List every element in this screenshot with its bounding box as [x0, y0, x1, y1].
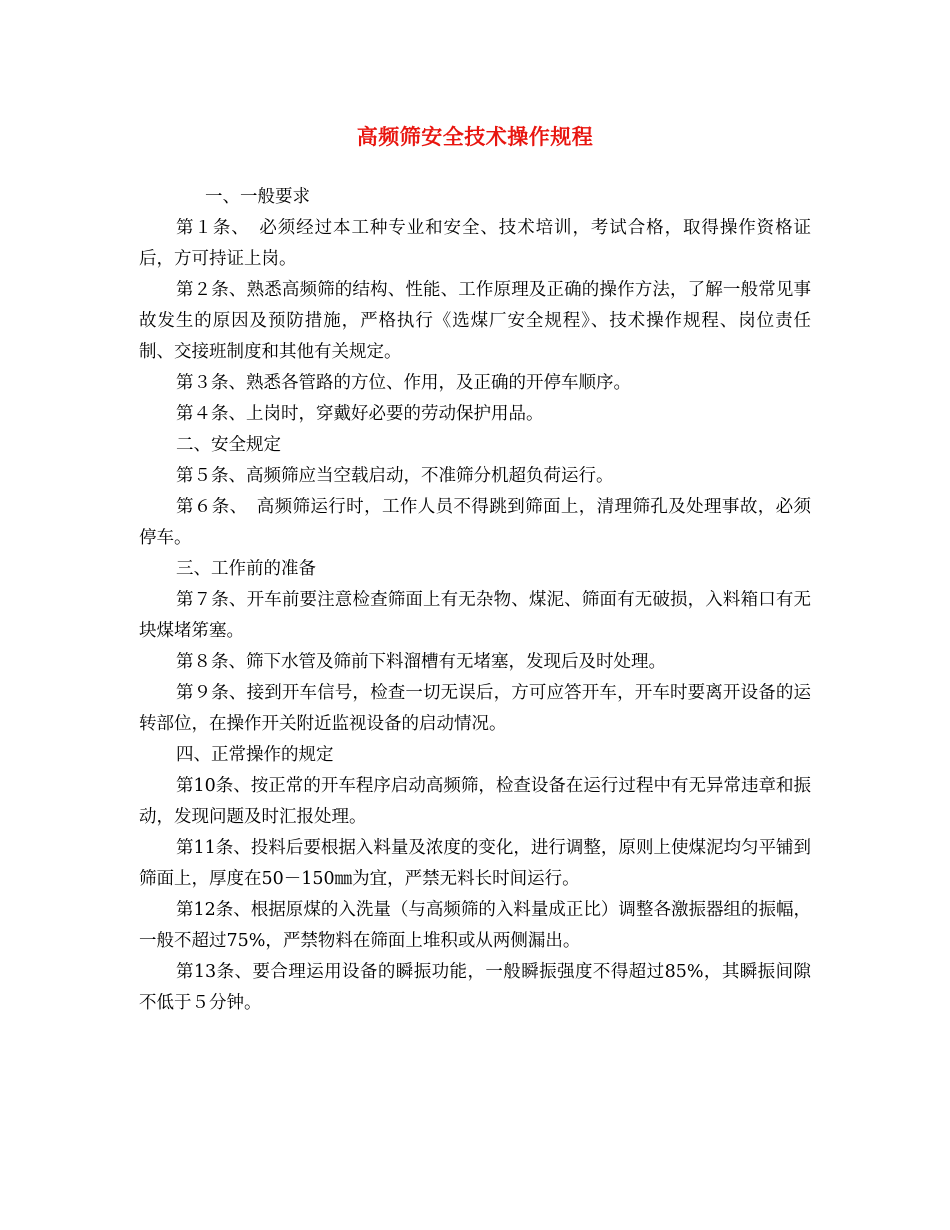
- article-2: 第２条、熟悉高频筛的结构、性能、工作原理及正确的操作方法，了解一般常见事故发生的原因及预防措施，严格执行《选煤厂安全规程》、技术操作规程、岗位责任制、交接班制度和其他有关规定。: [139, 280, 811, 362]
- document-title: 高频筛安全技术操作规程: [356, 124, 594, 149]
- article-9: 第９条、接到开车信号，检查一切无误后，方可应答开车，开车时要离开设备的运转部位，在操作开关附近监视设备的启动情况。: [139, 683, 811, 734]
- section-heading-general: 一、一般要求: [205, 187, 310, 207]
- article-7: 第７条、开车前要注意检查筛面上有无杂物、煤泥、筛面有无破损，入料箱口有无块煤堵笫塞。: [139, 590, 811, 641]
- article-8: 第８条、筛下水管及筛前下料溜槽有无堵塞，发现后及时处理。: [176, 652, 666, 672]
- section-heading-preparation: 三、工作前的准备: [176, 559, 316, 579]
- document-body: [139, 182, 811, 1019]
- article-3: 第３条、熟悉各管路的方位、作用，及正确的开停车顺序。: [176, 373, 631, 393]
- article-11: 第11条、投料后要根据入料量及浓度的变化，进行调整，原则上使煤泥均匀平铺到筛面上，厚度在50－150㎜为宜，严禁无料长时间运行。: [139, 838, 811, 889]
- article-1: 第１条、 必须经过本工种专业和安全、技术培训，考试合格，取得操作资格证后，方可持证上岗。: [139, 218, 811, 269]
- section-heading-safety: 二、安全规定: [176, 435, 281, 455]
- article-10: 第10条、按正常的开车程序启动高频筛，检查设备在运行过程中有无异常违章和振动，发现问题及时汇报处理。: [139, 776, 811, 827]
- article-4: 第４条、上岗时，穿戴好必要的劳动保护用品。: [176, 404, 544, 424]
- article-5: 第５条、高频筛应当空载启动，不准筛分机超负荷运行。: [176, 466, 614, 486]
- article-13: 第13条、要合理运用设备的瞬振功能，一般瞬振强度不得超过85%，其瞬振间隙不低于５分钟。: [139, 962, 811, 1013]
- article-12: 第12条、根据原煤的入洗量（与高频筛的入料量成正比）调整各激振器组的振幅，一般不超过75%，严禁物料在筛面上堆积或从两侧漏出。: [139, 900, 811, 951]
- section-heading-operation: 四、正常操作的规定: [176, 745, 334, 765]
- article-6: 第６条、 高频筛运行时，工作人员不得跳到筛面上，清理筛孔及处理事故，必须停车。: [139, 497, 811, 548]
